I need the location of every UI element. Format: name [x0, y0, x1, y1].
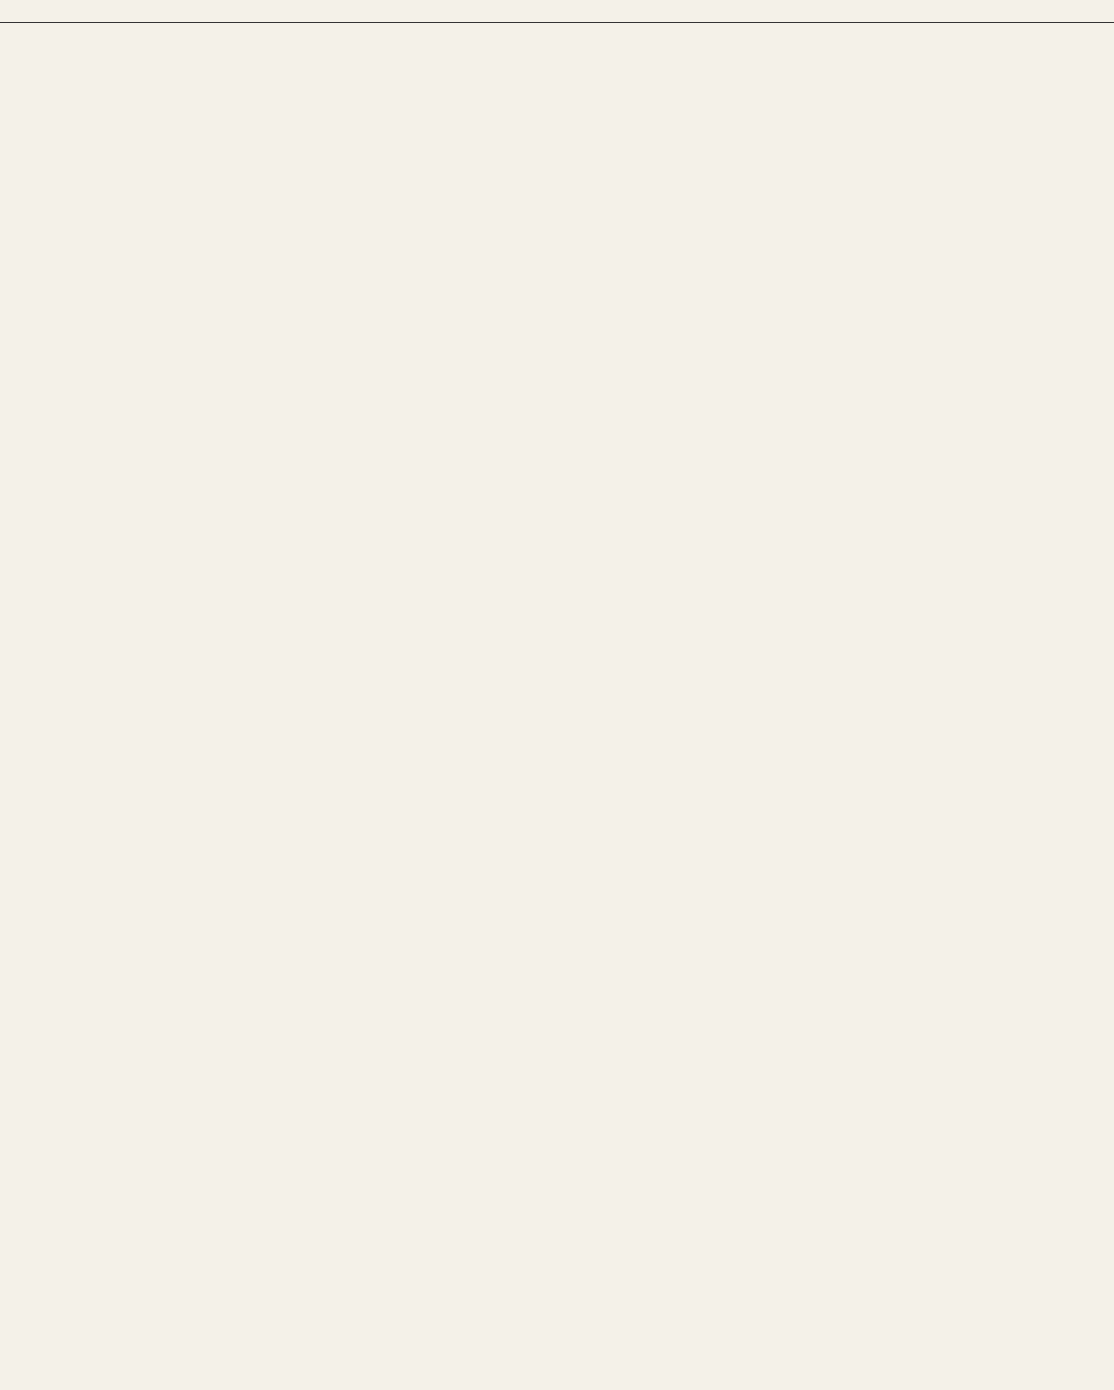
masthead [0, 0, 1114, 23]
